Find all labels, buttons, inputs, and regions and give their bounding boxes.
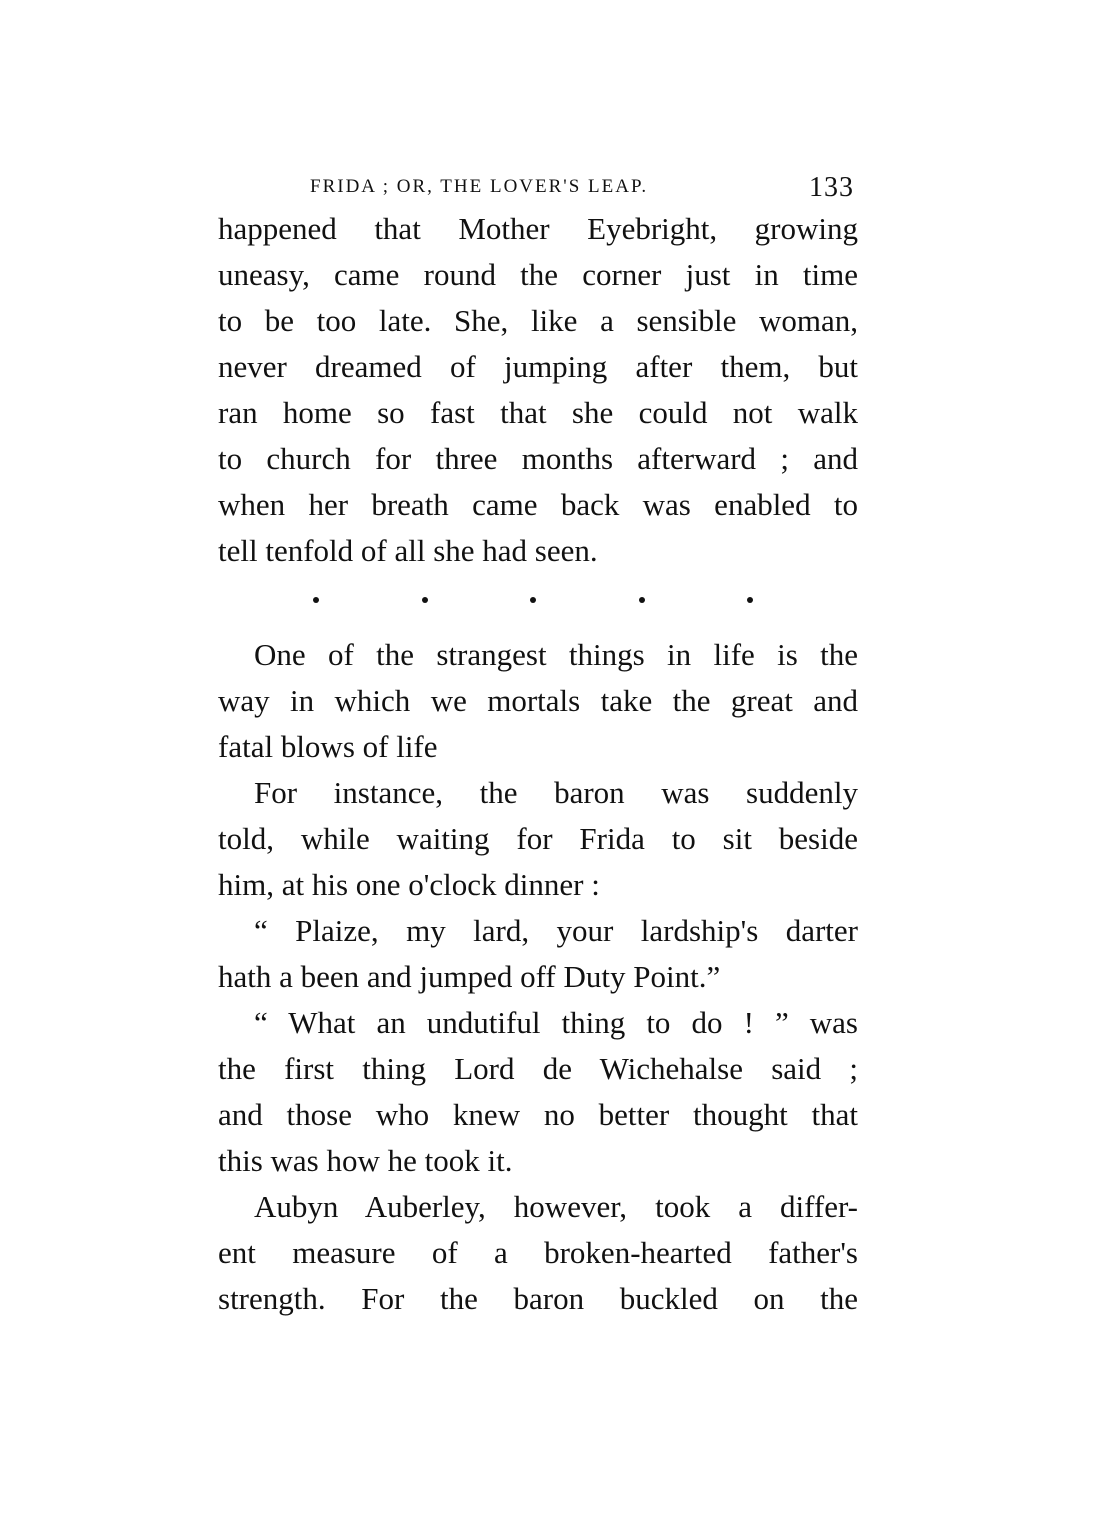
- text-line: For instance, the baron was suddenly: [254, 775, 858, 810]
- text-line: “ What an undutiful thing to do ! ” was: [254, 1005, 858, 1040]
- text-line: happened that Mother Eyebright, growing: [218, 211, 858, 246]
- text-line: told, while waiting for Frida to sit beside: [218, 821, 858, 856]
- paragraph: [218, 206, 858, 574]
- paragraph: [218, 632, 858, 770]
- text-line: Aubyn Auberley, however, took a differ-: [254, 1189, 858, 1224]
- text-line: hath a been and jumped off Duty Point.”: [218, 959, 721, 994]
- text-line: tell tenfold of all she had seen.: [218, 533, 598, 568]
- text-line: never dreamed of jumping after them, but: [218, 349, 858, 384]
- text-line: and those who knew no better thought that: [218, 1097, 858, 1132]
- text-line: him, at his one o'clock dinner :: [218, 867, 600, 902]
- running-title: FRIDA ; OR, THE LOVER'S LEAP.: [310, 176, 649, 197]
- text-line: strength. For the baron buckled on the: [218, 1281, 858, 1316]
- text-line: fatal blows of life: [218, 729, 438, 764]
- section-break-dot: [747, 597, 753, 603]
- paragraph: [218, 1184, 858, 1322]
- section-break-dot: [422, 597, 428, 603]
- text-line: uneasy, came round the corner just in time: [218, 257, 858, 292]
- text-line: “ Plaize, my lard, your lardship's darter: [254, 913, 858, 948]
- text-line: One of the strangest things in life is the: [254, 637, 858, 672]
- text-line: way in which we mortals take the great and: [218, 683, 858, 718]
- paragraph: [218, 908, 858, 1000]
- section-break-dot: [313, 597, 319, 603]
- text-line: ent measure of a broken-hearted father's: [218, 1235, 858, 1270]
- page-number: 133: [809, 172, 854, 203]
- text-line: to be too late. She, like a sensible woman,: [218, 303, 858, 338]
- section-break-dot: [530, 597, 536, 603]
- text-line: the first thing Lord de Wichehalse said ;: [218, 1051, 858, 1086]
- body-text: [218, 206, 858, 1322]
- running-head: [310, 170, 870, 210]
- text-line: this was how he took it.: [218, 1143, 513, 1178]
- text-line: when her breath came back was enabled to: [218, 487, 858, 522]
- section-break-dots: [313, 582, 753, 618]
- section-break-dot: [639, 597, 645, 603]
- text-line: to church for three months afterward ; and: [218, 441, 858, 476]
- text-line: ran home so fast that she could not walk: [218, 395, 858, 430]
- paragraph: [218, 1000, 858, 1184]
- paragraph: [218, 770, 858, 908]
